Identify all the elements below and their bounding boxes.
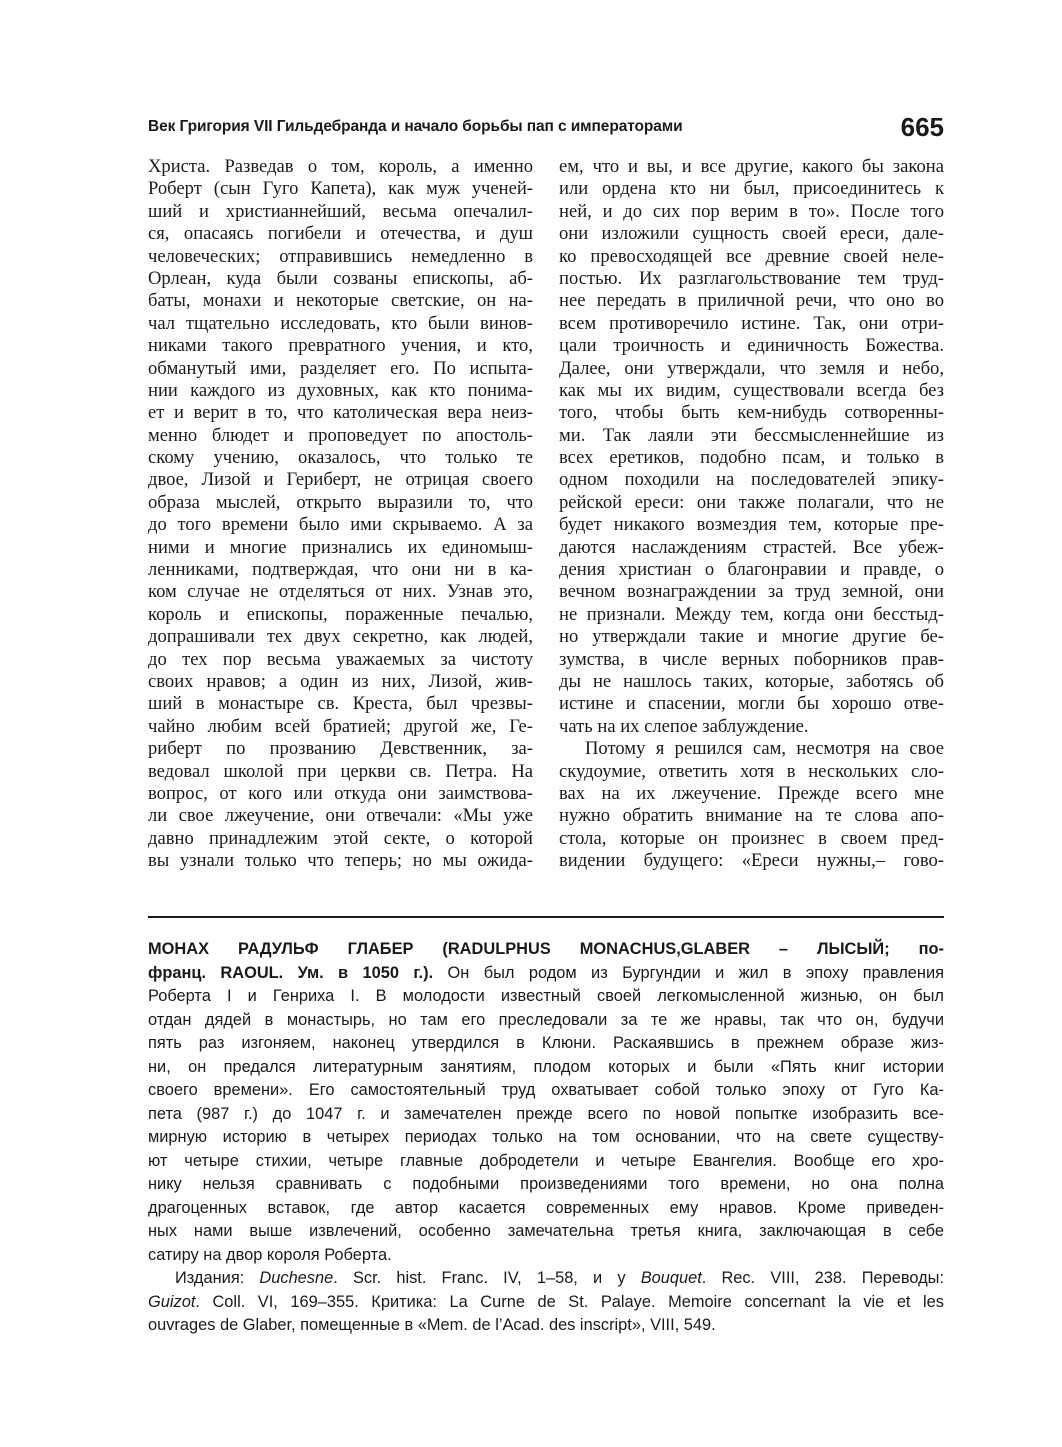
text-line: Христа. Разведав о том, король, а именно xyxy=(148,156,533,177)
text-line: Орлеан, куда были созваны епископы, аб- xyxy=(148,267,533,289)
text-line: будет никакого возмездия тем, которые пре- xyxy=(559,514,944,536)
text-line: нужно обратить внимание на те слова апо- xyxy=(559,805,944,827)
note-line xyxy=(148,962,944,986)
text-line: того, чтобы быть кем-нибудь сотворенны- xyxy=(559,402,944,424)
text-line: пета (987 г.) до 1047 г. и замечателен прежде всего по новой попытке изобразить все- xyxy=(148,1104,944,1123)
text-line: чайно любим всей братией; другой же, Ге- xyxy=(148,715,533,737)
text-line: зумства, в числе верных поборников прав- xyxy=(559,648,944,670)
text-line: Далее, они утверждали, что земля и небо, xyxy=(559,357,944,379)
editions-text: . Coll. VI, 169–355. Критика: La Curne de St. Palaye. Memoire concernant la vie et les xyxy=(195,1292,944,1311)
text-line: рейской ереси: они также полагали, что не xyxy=(559,491,944,513)
note-heading-continuation: франц. RAOUL. Ум. в 1050 г.). xyxy=(148,963,434,982)
text-line: ший и христианнейший, весьма опечалил- xyxy=(148,200,533,222)
text-line: драгоценных вставок, где автор касается современных ему нравов. Кроме приведен- xyxy=(148,1198,944,1217)
text-line: ко превосходящей все древние своей неле- xyxy=(559,245,944,267)
editions-line xyxy=(148,1267,944,1291)
text-line: как мы их видим, существовали всегда без xyxy=(559,379,944,401)
running-title: Век Григория VII Гильдебранда и начало борьбы пап с императорами xyxy=(148,118,683,135)
text-line: ней, и до сих пор верим в то». После того xyxy=(559,200,944,222)
text-line: ведовал школой при церкви св. Петра. На xyxy=(148,760,533,782)
text-line: или ордена кто ни был, присоединитесь к xyxy=(559,178,944,200)
text-line: чать на их слепое заблуждение. xyxy=(559,715,809,737)
text-line: пять раз изгоняем, наконец утвердился в Клюни. Раскаявшись в прежнем образе жиз- xyxy=(148,1034,944,1052)
text-line: ем, что и вы, и все другие, какого бы закона xyxy=(559,156,944,177)
text-line: ком случае не отделяться от них. Узнав это, xyxy=(148,581,533,603)
text-line: риберт по прозванию Девственник, за- xyxy=(148,738,533,760)
text-line: до тех пор весьма уважаемых за чистоту xyxy=(148,648,533,670)
text-line: вопрос, от кого или откуда они заимствова- xyxy=(148,782,533,804)
text-line: ленниками, подтверждая, что они ни в ка- xyxy=(148,559,533,581)
text-line: вы узнали только что теперь; но мы ожида- xyxy=(148,850,533,872)
text-line: образа мыслей, открыто выразили то, что xyxy=(148,491,533,513)
text-line: Роберта I и Генриха I. В молодости известный своей легкомысленной жизнью, он был xyxy=(148,987,944,1005)
text-line: ними и многие признались их единомыш- xyxy=(148,536,533,558)
text-line: дения христиан о благонравии и правде, о xyxy=(559,559,944,581)
text-line: ных нами выше извлечений, особенно замечательна третья книга, заключающая в себе xyxy=(148,1222,944,1240)
text-line: чал тщательно исследовать, кто были винов- xyxy=(148,312,533,334)
text-line: своего времени». Его самостоятельный труд охватывает собой только эпоху от Гуго Ка- xyxy=(148,1081,944,1099)
text-line: допрашивали тех двух секретно, как людей, xyxy=(148,626,533,648)
editions-text: . Scr. hist. Franc. IV, 1–58, и у xyxy=(333,1269,641,1287)
editions-author-bouquet: Bouquet xyxy=(640,1269,702,1287)
text-line: баты, монахи и некоторые светские, он на- xyxy=(148,290,533,312)
running-header xyxy=(148,112,944,150)
text-line: всех еретиков, подобно псам, и только в xyxy=(559,447,944,469)
text-line: ми. Так лаяли эти бессмысленнейшие из xyxy=(559,424,944,446)
editions-text: . Rec. VIII, 238. Переводы: xyxy=(701,1269,944,1287)
text-line: сатиру на двор короля Роберта. xyxy=(148,1245,392,1264)
text-line: ни, он предался литературным занятиям, плодом которых и были «Пять книг истории xyxy=(148,1057,944,1076)
editions-label: Издания: xyxy=(175,1269,260,1287)
text-line: ший в монастыре св. Креста, был чрезвы- xyxy=(148,693,533,715)
note-text: Он был родом из Бургундии и жил в эпоху правления xyxy=(433,963,944,982)
text-line: мирную историю в четырех периодах только на том основании, что на свете существу- xyxy=(148,1128,944,1146)
text-line: обманутый ими, разделяет его. По испыта- xyxy=(148,357,533,379)
text-line: давно принадлежим этой секте, о которой xyxy=(148,827,533,849)
text-line: ет и верит в то, что католическая вера неиз- xyxy=(148,402,533,424)
note-body xyxy=(148,985,944,1267)
text-line: ют четыре стихии, четыре главные добродетели и четыре Евангелия. Вообще его хро- xyxy=(148,1151,944,1170)
text-line: король и епископы, пораженные печалью, xyxy=(148,603,533,625)
text-line: одном походили на последователей эпику- xyxy=(559,469,944,491)
text-line: видении будущего: «Ереси нужны,– гово- xyxy=(559,850,944,872)
text-line: истине и спасении, могли бы хорошо отве- xyxy=(559,693,944,715)
text-line: человеческих; отправившись немедленно в xyxy=(148,245,533,267)
text-line: даются наслаждениям страстей. Все убеж- xyxy=(559,536,944,558)
text-line: нии каждого из духовных, как кто понима- xyxy=(148,379,533,401)
text-line: до того времени было ими скрываемо. А за xyxy=(148,514,533,536)
text-line: Потому я решился сам, несмотря на свое xyxy=(585,738,944,760)
editions-author-duchesne: Duchesne xyxy=(259,1269,334,1287)
text-line: скудоумие, ответить хотя в нескольких сло- xyxy=(559,760,944,782)
left-column xyxy=(148,156,533,873)
text-line: двое, Лизой и Гериберт, не отрицая своего xyxy=(148,469,533,491)
text-line: стола, которые он произнес в своем пред- xyxy=(559,827,944,849)
page-number: 665 xyxy=(900,112,944,142)
text-line: своих нравов; а один из них, Лизой, жив- xyxy=(148,670,533,692)
text-line: цали троичность и единичность Божества. xyxy=(559,335,944,357)
text-line: ся, опасаясь погибели и отечества, и душ xyxy=(148,223,533,245)
text-line: менно блюдет и проповедует по апостоль- xyxy=(148,424,533,446)
note-heading-line: МОНАХ РАДУЛЬФ ГЛАБЕР (RADULPHUS MONACHUS,GLABER – ЛЫСЫЙ; по- xyxy=(148,940,944,958)
text-line: скому учению, оказалось, что только те xyxy=(148,447,533,469)
footnote-divider xyxy=(148,916,944,918)
text-line: отдан дядей в монастырь, но там его преследовали за те же нравы, так что он, будучи xyxy=(148,1010,944,1029)
text-line: никами такого превратного учения, и кто, xyxy=(148,335,533,357)
text-line: но утверждали такие и многие другие бе- xyxy=(559,626,944,648)
text-line: всем противоречило истине. Так, они отри- xyxy=(559,312,944,334)
editions-author-guizot: Guizot xyxy=(148,1292,196,1311)
text-line: они изложили сущность своей ереси, дале- xyxy=(559,223,944,245)
main-text xyxy=(148,156,944,896)
text-line: Роберт (сын Гуго Капета), как муж ученей- xyxy=(148,178,533,200)
text-line: ды не нашлось таких, которые, заботясь об xyxy=(559,670,944,692)
right-column xyxy=(559,156,944,873)
text-line: ли свое лжеучение, они отвечали: «Мы уже xyxy=(148,805,533,827)
text-line: не признали. Между тем, когда они бесстыд- xyxy=(559,603,944,625)
editions-line xyxy=(148,1291,944,1315)
text-line: нику нельзя сравнивать с подобными произведениями того времени, но она полна xyxy=(148,1175,944,1193)
text-line: вечном вознаграждении за труд земной, они xyxy=(559,581,944,603)
text-line: постью. Их разглагольствование тем труд- xyxy=(559,267,944,289)
biographical-note xyxy=(148,938,944,1338)
editions-line: ouvrages de Glaber, помещенные в «Mem. de l’Acad. des inscript», VIII, 549. xyxy=(148,1316,716,1334)
text-line: нее передать в приличной речи, что оно во xyxy=(559,290,944,312)
text-line: вах на их лжеучение. Прежде всего мне xyxy=(559,782,944,804)
